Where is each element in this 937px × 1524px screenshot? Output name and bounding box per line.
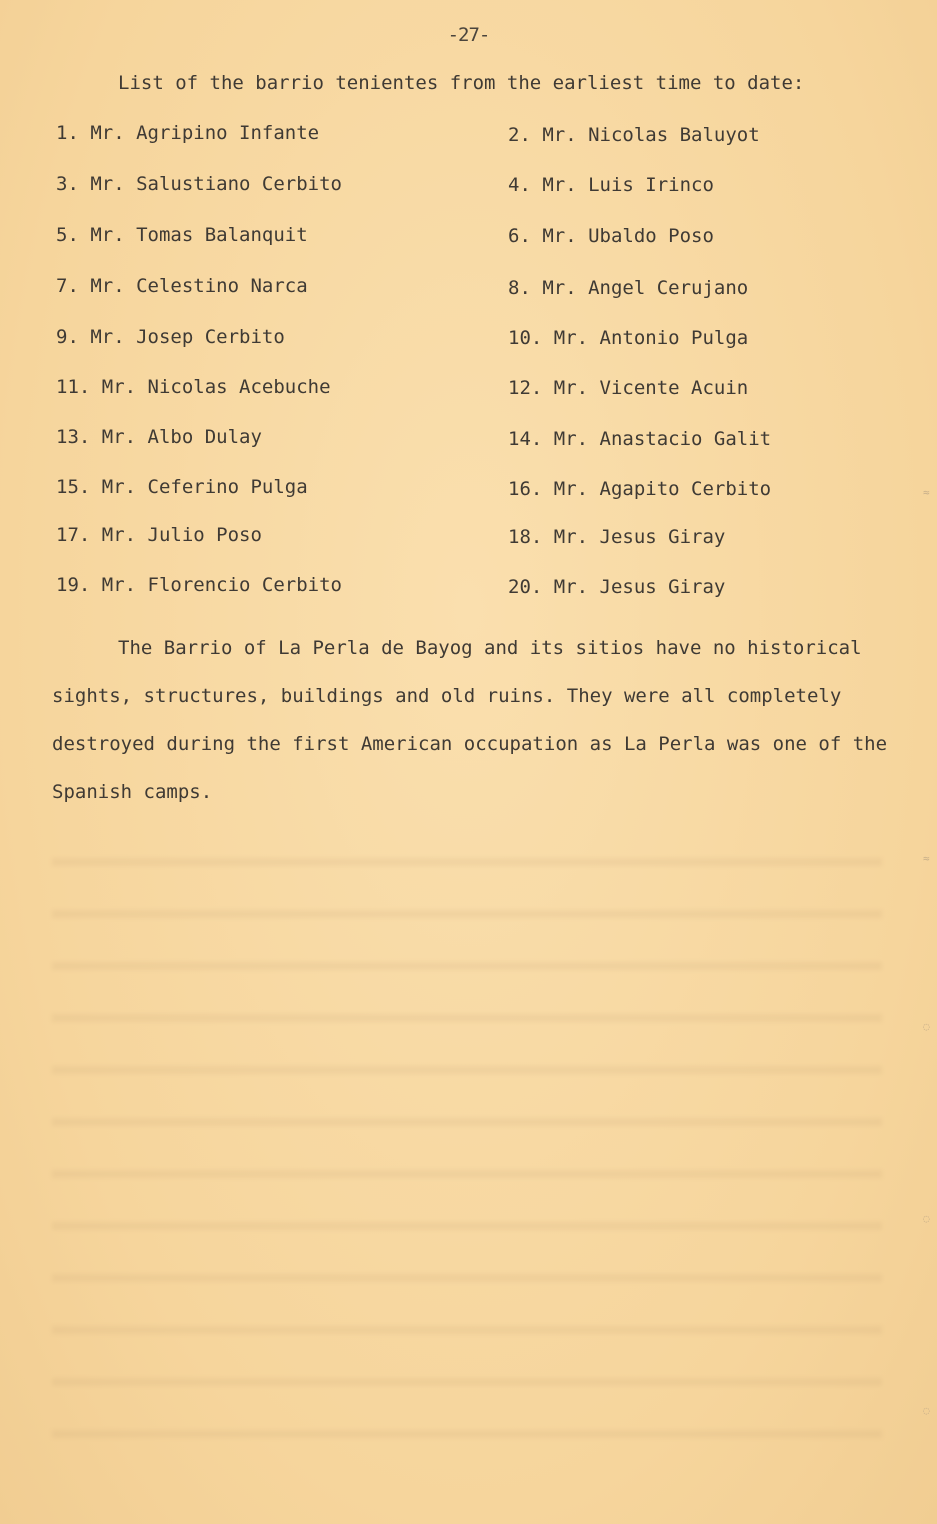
- list-intro: List of the barrio tenientes from the earliest time to date:: [118, 72, 805, 94]
- item-number: 15.: [56, 476, 91, 498]
- item-number: 8.: [508, 277, 531, 299]
- list-item: [508, 576, 908, 598]
- list-item: [56, 574, 456, 596]
- item-number: 16.: [508, 478, 543, 500]
- edge-mark: ◌: [923, 1212, 930, 1225]
- list-item: [508, 377, 908, 399]
- item-name: Mr. Luis Irinco: [542, 174, 714, 196]
- item-name: Mr. Ubaldo Poso: [542, 225, 714, 247]
- paragraph-text: The Barrio of La Perla de Bayog and its sitios have no historical sights, structures, buildings and old ruins. They were all completely destroyed during the first American occupation as La Perla was one of the Spanish camps.: [52, 637, 888, 803]
- list-item: [56, 173, 456, 195]
- item-number: 5.: [56, 224, 79, 246]
- item-name: Mr. Celestino Narca: [90, 275, 308, 297]
- item-number: 18.: [508, 526, 543, 548]
- list-item: [56, 326, 456, 348]
- item-name: Mr. Albo Dulay: [101, 426, 262, 448]
- item-number: 1.: [56, 122, 79, 144]
- item-name: Mr. Antonio Pulga: [553, 327, 749, 349]
- edge-mark: ≈: [923, 852, 930, 865]
- item-number: 3.: [56, 173, 79, 195]
- item-number: 17.: [56, 524, 91, 546]
- item-name: Mr. Jesus Giray: [553, 526, 726, 548]
- bleed-through-text: [52, 820, 882, 1440]
- list-item: [56, 476, 456, 498]
- item-number: 14.: [508, 428, 543, 450]
- item-name: Mr. Nicolas Baluyot: [542, 124, 760, 146]
- item-number: 9.: [56, 326, 79, 348]
- edge-mark: ◌: [923, 1404, 930, 1417]
- item-name: Mr. Ceferino Pulga: [101, 476, 308, 498]
- item-name: Mr. Agapito Cerbito: [553, 478, 772, 500]
- list-item: [56, 524, 456, 546]
- page-number: -27-: [447, 24, 490, 46]
- list-item: [56, 224, 456, 246]
- list-item: [56, 376, 456, 398]
- list-item: [56, 426, 456, 448]
- item-name: Mr. Nicolas Acebuche: [101, 376, 331, 398]
- edge-mark: ≈: [923, 486, 930, 499]
- list-item: [508, 526, 908, 548]
- item-number: 6.: [508, 225, 531, 247]
- list-item: [508, 124, 908, 146]
- item-name: Mr. Jesus Giray: [553, 576, 726, 598]
- item-number: 11.: [56, 376, 91, 398]
- list-item: [508, 174, 908, 196]
- list-item: [508, 478, 908, 500]
- item-number: 20.: [508, 576, 543, 598]
- list-item: [508, 225, 908, 247]
- item-name: Mr. Angel Cerujano: [542, 277, 749, 299]
- item-number: 19.: [56, 574, 91, 596]
- list-item: [508, 277, 908, 299]
- item-number: 2.: [508, 124, 531, 146]
- item-number: 7.: [56, 275, 79, 297]
- historical-sights-paragraph: [52, 624, 892, 816]
- list-item: [56, 275, 456, 297]
- item-number: 12.: [508, 377, 543, 399]
- item-name: Mr. Tomas Balanquit: [90, 224, 308, 246]
- list-item: [508, 428, 908, 450]
- item-name: Mr. Salustiano Cerbito: [90, 173, 343, 195]
- item-number: 4.: [508, 174, 531, 196]
- item-number: 13.: [56, 426, 91, 448]
- item-name: Mr. Anastacio Galit: [553, 428, 772, 450]
- edge-mark: ◌: [923, 1020, 930, 1033]
- item-number: 10.: [508, 327, 543, 349]
- item-name: Mr. Vicente Acuin: [553, 377, 749, 399]
- list-item: [508, 327, 908, 349]
- item-name: Mr. Florencio Cerbito: [101, 574, 342, 596]
- item-name: Mr. Julio Poso: [101, 524, 262, 546]
- item-name: Mr. Josep Cerbito: [90, 326, 285, 348]
- item-name: Mr. Agripino Infante: [90, 122, 320, 144]
- list-item: [56, 122, 456, 144]
